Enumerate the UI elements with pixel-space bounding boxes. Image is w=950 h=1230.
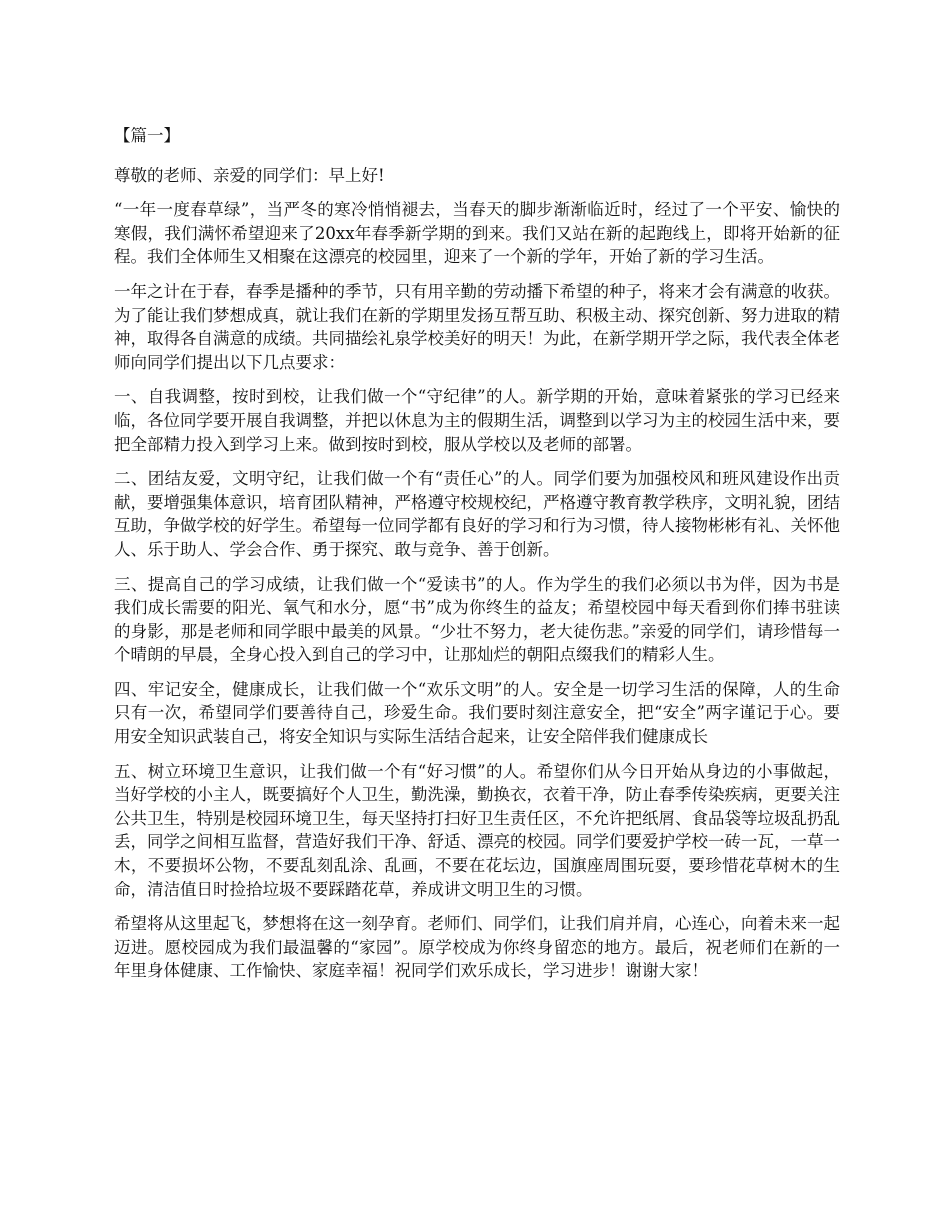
paragraph-intro: “一年一度春草绿”，当严冬的寒冷悄悄褪去，当春天的脚步渐渐临近时，经过了一个平安、愉快的寒假，我们满怀希望迎来了20xx年春季新学期的到来。我们又站在新的起跑线上，即将开始新的征程。我们全体师生又相聚在这漂亮的校园里，迎来了一个新的学年，开始了新的学习生活。 xyxy=(114,200,840,267)
greeting: 尊敬的老师、亲爱的同学们：早上好! xyxy=(114,165,385,185)
paragraph-requirement-2: 二、团结友爱，文明守纪，让我们做一个有“责任心”的人。同学们要为加强校风和班风建设作出贡献，要增强集体意识，培育团队精神，严格遵守校规校纪，严格遵守教育教学秩序，文明礼貌，团结互助，争做学校的好学生。希望每一位同学都有良好的学习和行为习惯，待人接物彬彬有礼、关怀他人、乐于助人、学会合作、勇于探究、敢与竞争、善于创新。 xyxy=(114,469,840,559)
paragraph-requirement-1: 一、自我调整，按时到校，让我们做一个“守纪律”的人。新学期的开始，意味着紧张的学习已经来临，各位同学要开展自我调整，并把以休息为主的假期生活，调整到以学习为主的校园生活中来，要把全部精力投入到学习上来。做到按时到校，服从学校以及老师的部署。 xyxy=(114,387,840,454)
paragraph-requirement-3: 三、提高自己的学习成绩，让我们做一个“爱读书”的人。作为学生的我们必须以书为伴，因为书是我们成长需要的阳光、氧气和水分，愿“书”成为你终生的益友；希望校园中每天看到你们捧书驻读的身影，那是老师和同学眼中最美的风景。“少壮不努力，老大徒伤悲。”亲爱的同学们，请珍惜每一个晴朗的早晨，全身心投入到自己的学习中，让那灿烂的朝阳点缀我们的精彩人生。 xyxy=(114,574,840,665)
paragraph-requirement-5: 五、树立环境卫生意识，让我们做一个有“好习惯”的人。希望你们从今日开始从身边的小事做起，当好学校的小主人，既要搞好个人卫生，勤洗澡，勤换衣，衣着干净，防止春季传染疾病，更要关注公共卫生，特别是校园环境卫生，每天坚持打扫好卫生责任区，不允许把纸屑、食品袋等垃圾乱扔乱丢，同学之间相互监督，营造好我们干净、舒适、漂亮的校园。同学们要爱护学校一砖一瓦，一草一木，不要损坏公物，不要乱刻乱涂、乱画，不要在花坛边，国旗座周围玩耍，要珍惜花草树木的生命，清洁值日时捡拾垃圾不要踩踏花草，养成讲文明卫生的习惯。 xyxy=(114,761,840,899)
section-heading: 【篇一】 xyxy=(114,126,180,145)
paragraph-requirement-4: 四、牢记安全，健康成长，让我们做一个“欢乐文明”的人。安全是一切学习生活的保障，人的生命只有一次，希望同学们要善待自己，珍爱生命。我们要时刻注意安全，把“安全”两字谨记于心。要用安全知识武装自己，将安全知识与实际生活结合起来，让安全陪伴我们健康成长 xyxy=(114,679,840,747)
paragraph-spring: 一年之计在于春，春季是播种的季节，只有用辛勤的劳动播下希望的种子，将来才会有满意的收获。为了能让我们梦想成真，就让我们在新的学期里发扬互帮互助、积极主动、探究创新、努力进取的精神，取得各自满意的成绩。共同描绘礼泉学校美好的明天！为此，在新学期开学之际，我代表全体老师向同学们提出以下几点要求： xyxy=(114,281,840,372)
paragraph-closing: 希望将从这里起飞，梦想将在这一刻孕育。老师们、同学们，让我们肩并肩，心连心，向着未来一起迈进。愿校园成为我们最温馨的“家园”。原学校成为你终身留恋的地方。最后，祝老师们在新的一年里身体健康、工作愉快、家庭幸福！祝同学们欢乐成长，学习进步！谢谢大家！ xyxy=(114,914,840,981)
document-body xyxy=(114,124,840,994)
